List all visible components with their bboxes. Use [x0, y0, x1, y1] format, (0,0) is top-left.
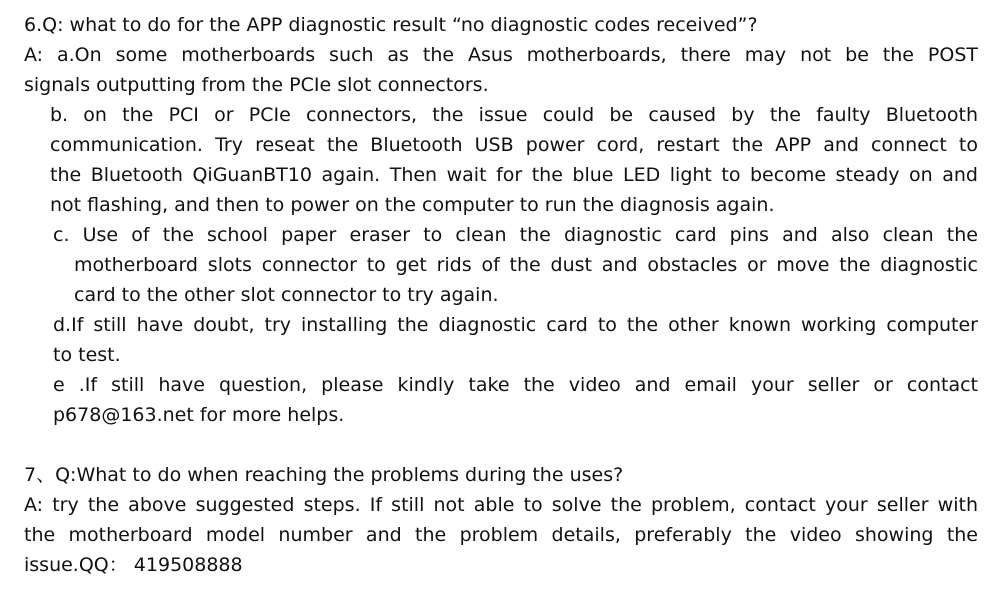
- q7-answer-line2: the motherboard model number and the problem details, preferably the video showing the: [24, 524, 978, 546]
- q6-answer-d-line1: d.If still have doubt, try installing the diagnostic card to the other known working computer: [53, 314, 978, 336]
- q6-answer-c-line2: motherboard slots connector to get rids of the dust and obstacles or move the diagnostic: [74, 254, 978, 276]
- q6-answer-a-line2: signals outputting from the PCIe slot connectors.: [24, 74, 489, 96]
- q7-question: 7、Q:What to do when reaching the problems during the uses?: [24, 464, 624, 486]
- q7-answer-line1: A: try the above suggested steps. If still not able to solve the problem, contact your seller with: [24, 494, 978, 516]
- q6-answer-b-line4: not flashing, and then to power on the computer to run the diagnosis again.: [50, 194, 775, 216]
- q6-answer-e-line2: p678@163.net for more helps.: [53, 404, 345, 426]
- q6-answer-c-line3: card to the other slot connector to try again.: [74, 284, 499, 306]
- q6-answer-b-line3: the Bluetooth QiGuanBT10 again. Then wait for the blue LED light to become steady on and: [50, 164, 978, 186]
- q6-answer-b-line2: communication. Try reseat the Bluetooth USB power cord, restart the APP and connect to: [50, 134, 978, 156]
- q6-answer-d-line2: to test.: [53, 344, 121, 366]
- q6-answer-a-line1: A: a.On some motherboards such as the Asus motherboards, there may not be the POST: [24, 44, 978, 66]
- q7-answer-line3: issue.QQ： 419508888: [24, 554, 243, 576]
- q6-answer-c-line1: c. Use of the school paper eraser to clean the diagnostic card pins and also clean the: [53, 224, 978, 246]
- q6-answer-b-line1: b. on the PCI or PCIe connectors, the issue could be caused by the faulty Bluetooth: [50, 104, 978, 126]
- q6-answer-e-line1: e .If still have question, please kindly take the video and email your seller or contact: [53, 374, 978, 396]
- q6-question: 6.Q: what to do for the APP diagnostic result “no diagnostic codes received”?: [24, 14, 758, 36]
